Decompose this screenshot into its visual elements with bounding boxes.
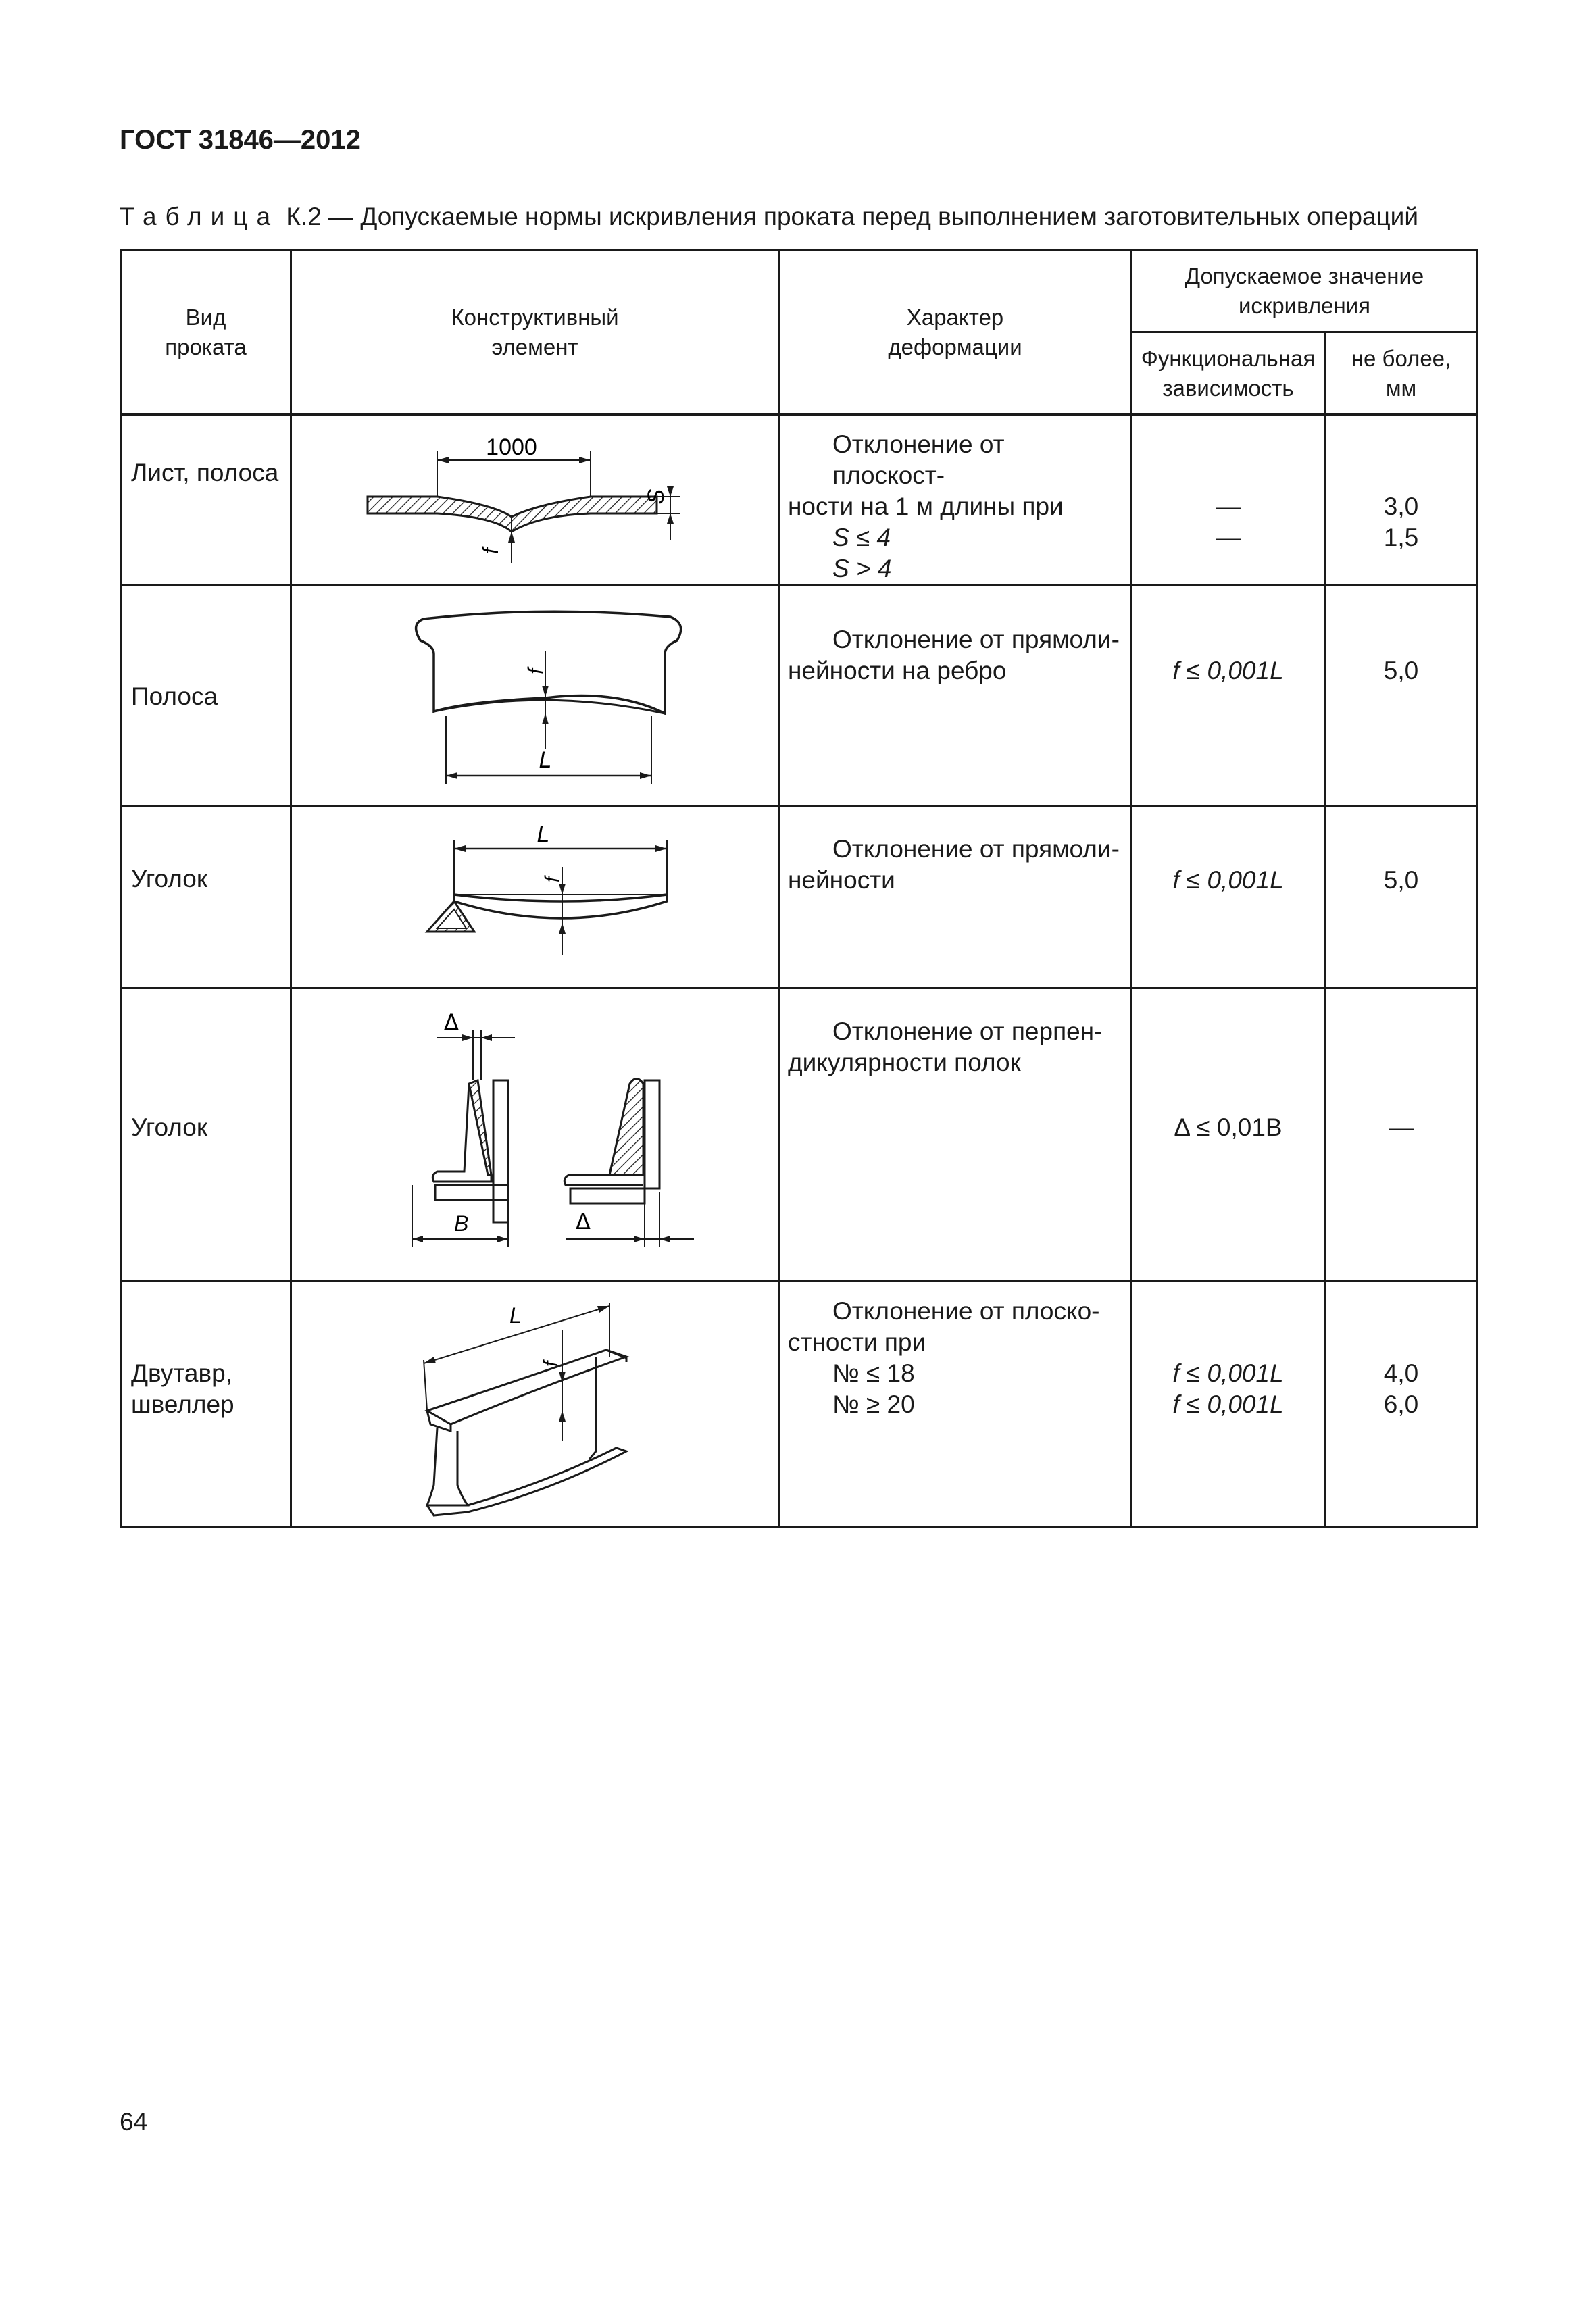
functional-value: f ≤ 0,001L — [1172, 1390, 1284, 1418]
header-deformation-label: Характер деформации — [888, 304, 1022, 359]
row-type-label: Полоса — [131, 682, 218, 710]
max-value: 1,5 — [1383, 524, 1419, 551]
table-caption-text: К.2 — Допускаемые нормы искривления проката перед выполнением заготовительных операций — [286, 203, 1419, 230]
row-deformation — [779, 586, 1132, 806]
row-type — [121, 586, 291, 806]
row-type-label: Уголок — [131, 1113, 208, 1141]
deformation-line: ности на 1 м длины при — [788, 493, 1064, 520]
max-value: 4,0 — [1383, 1359, 1419, 1387]
table-row — [121, 988, 1478, 1282]
functional-value: f ≤ 0,001L — [1172, 866, 1284, 894]
max-value: 5,0 — [1383, 657, 1419, 684]
deflection-label: f — [524, 668, 548, 674]
condition-line: S ≤ 4 — [832, 524, 891, 551]
functional-value: — — [1216, 493, 1241, 520]
strip-diagram — [292, 586, 778, 803]
header-functional — [1132, 332, 1325, 415]
row-type — [121, 988, 291, 1282]
sheet-flatness-drawing — [291, 415, 779, 586]
max-value: 5,0 — [1383, 866, 1419, 894]
thickness-label: S — [643, 488, 669, 505]
deformation-line: нейности на ребро — [788, 657, 1007, 684]
table-row — [121, 1282, 1478, 1527]
row-functional — [1132, 1282, 1325, 1527]
header-allowed-label: Допускаемое значение искривления — [1184, 263, 1424, 318]
header-type-label: Вид проката — [165, 304, 247, 359]
length-label: L — [539, 747, 552, 773]
row-type — [121, 1282, 291, 1527]
row-max — [1325, 806, 1478, 988]
max-value: 3,0 — [1383, 493, 1419, 520]
row-max — [1325, 415, 1478, 586]
row-functional — [1132, 415, 1325, 586]
row-max — [1325, 586, 1478, 806]
condition-line: № ≥ 20 — [832, 1390, 915, 1418]
angle-perp-diagram — [292, 989, 778, 1280]
table-row — [121, 806, 1478, 988]
length-label: 1000 — [486, 434, 537, 460]
table-caption — [120, 203, 1418, 231]
row-functional — [1132, 806, 1325, 988]
header-max-label: не более, мм — [1351, 345, 1451, 401]
header-deformation — [779, 250, 1132, 415]
delta-bottom-label: Δ — [576, 1209, 591, 1234]
row-deformation — [779, 806, 1132, 988]
deflection-label: f — [478, 548, 503, 554]
strip-edge-drawing — [291, 586, 779, 806]
deformation-line: Отклонение от плоскост- — [832, 430, 1005, 489]
norms-table — [120, 249, 1478, 1528]
deformation-line: Отклонение от перпен- — [832, 1017, 1103, 1045]
ibeam-diagram — [292, 1282, 778, 1526]
deformation-line: Отклонение от плоско- — [832, 1297, 1100, 1325]
sheet-diagram — [292, 416, 778, 578]
row-max — [1325, 1282, 1478, 1527]
header-element — [291, 250, 779, 415]
row-functional — [1132, 586, 1325, 806]
header-max — [1325, 332, 1478, 415]
document-code: ГОСТ 31846—2012 — [120, 125, 361, 155]
row-type — [121, 415, 291, 586]
length-label: L — [537, 822, 550, 847]
table-caption-prefix: Таблица — [120, 203, 280, 230]
condition-line: № ≤ 18 — [832, 1359, 915, 1387]
table-row — [121, 415, 1478, 586]
functional-value: f ≤ 0,001L — [1172, 657, 1284, 684]
header-type — [121, 250, 291, 415]
row-deformation — [779, 988, 1132, 1282]
deformation-line: Отклонение от прямоли- — [832, 835, 1120, 863]
deformation-line: стности при — [788, 1328, 926, 1356]
width-label: B — [454, 1211, 469, 1236]
row-type-label: Уголок — [131, 865, 208, 892]
table-row — [121, 586, 1478, 806]
deformation-line: Отклонение от прямоли- — [832, 626, 1120, 653]
row-type-label: Двутавр, швеллер — [131, 1359, 234, 1418]
header-functional-label: Функциональная зависимость — [1141, 345, 1316, 401]
length-label: L — [509, 1303, 522, 1328]
deformation-line: нейности — [788, 866, 895, 894]
delta-top-label: Δ — [444, 1009, 459, 1035]
deflection-label: f — [540, 1361, 562, 1367]
functional-value: Δ ≤ 0,01B — [1174, 1113, 1282, 1141]
row-functional — [1132, 988, 1325, 1282]
condition-line: S > 4 — [832, 555, 892, 582]
row-type — [121, 806, 291, 988]
angle-perpendicularity-drawing — [291, 988, 779, 1282]
row-deformation — [779, 1282, 1132, 1527]
row-deformation — [779, 415, 1132, 586]
row-type-label: Лист, полоса — [131, 459, 279, 486]
functional-value: f ≤ 0,001L — [1172, 1359, 1284, 1387]
max-value: 6,0 — [1383, 1390, 1419, 1418]
page-number: 64 — [120, 2108, 148, 2136]
functional-value: — — [1216, 524, 1241, 551]
ibeam-flatness-drawing — [291, 1282, 779, 1527]
angle-diagram — [292, 807, 778, 986]
header-element-label: Конструктивный элемент — [451, 304, 619, 359]
angle-straightness-drawing — [291, 806, 779, 988]
deformation-line: дикулярности полок — [788, 1049, 1021, 1076]
max-value: — — [1389, 1113, 1414, 1141]
deflection-label: f — [541, 876, 564, 882]
row-max — [1325, 988, 1478, 1282]
header-allowed — [1132, 250, 1478, 332]
